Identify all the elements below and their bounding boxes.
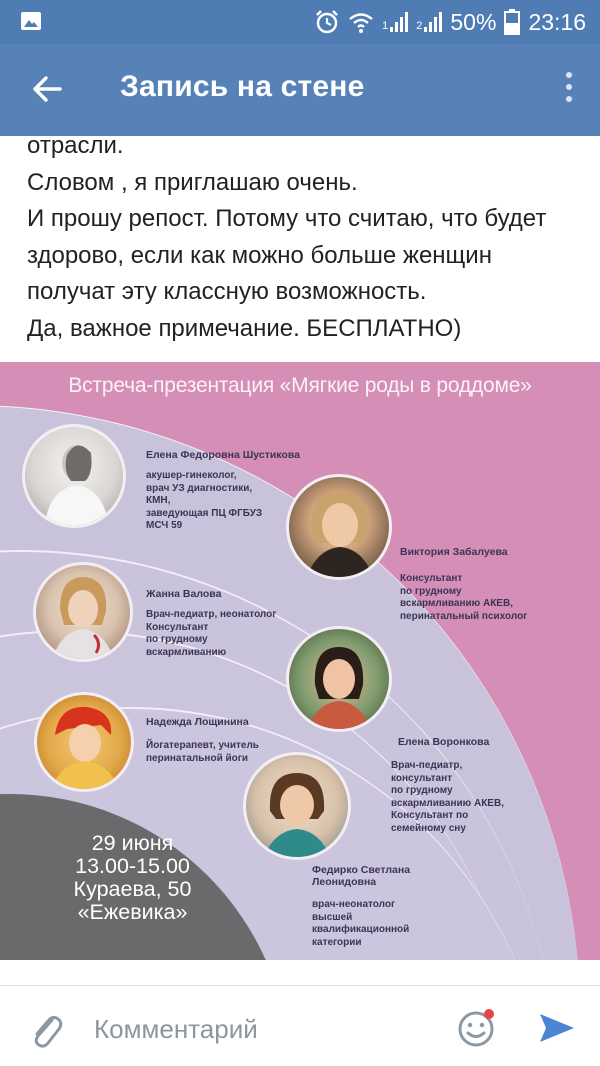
person-icon <box>36 565 130 659</box>
person-icon <box>289 477 389 577</box>
wifi-icon <box>348 10 374 34</box>
speaker-photo <box>33 562 133 662</box>
speaker-name: Надежда Лощинина <box>146 716 249 728</box>
person-icon <box>37 695 131 789</box>
post-line: отрасли. <box>27 132 124 159</box>
post-line: И прошу репост. Потому что считаю, что будет <box>27 205 547 232</box>
status-bar <box>0 0 600 44</box>
smiley-icon[interactable] <box>456 1008 496 1048</box>
person-icon <box>289 629 389 729</box>
battery-percent: 50% <box>450 8 497 35</box>
sim1-label: 1 <box>382 20 389 32</box>
sim2-signal <box>416 12 442 32</box>
speaker-name: Елена Федоровна Шустикова <box>146 449 300 461</box>
signal-bars-icon <box>424 12 442 32</box>
speaker-role: акушер-гинеколог, врач УЗ диагностики, КМН, заведующая ПЦ ФГБУЗ МСЧ 59 <box>146 470 263 531</box>
event-date: 29 июня <box>91 831 174 855</box>
post-line: здорово, если как можно больше женщин <box>27 241 492 269</box>
comment-bar <box>0 985 600 1066</box>
speaker-photo <box>34 692 134 792</box>
battery-icon <box>504 9 520 35</box>
speaker-name: Жанна Валова <box>146 588 222 600</box>
arrow-left-icon[interactable] <box>30 72 64 106</box>
event-time: 13.00-15.00 <box>75 854 190 878</box>
sim2-label: 2 <box>416 20 423 32</box>
speaker-photo <box>286 626 392 732</box>
send-arrow-icon[interactable] <box>536 1008 576 1048</box>
notification-dot <box>484 1009 494 1019</box>
speaker-role: Врач-педиатр, неонатолог Консультант по грудному вскармливанию <box>146 609 277 658</box>
speaker-role: Консультант по грудному вскармливанию АКЕВ, перинатальный психолог <box>400 573 528 622</box>
speaker-role: врач-неонатолог высшей квалификационной категории <box>312 899 410 948</box>
app-bar <box>0 44 600 136</box>
comment-input[interactable] <box>92 1008 436 1050</box>
image-icon <box>20 11 42 31</box>
speaker-name: Елена Воронкова <box>398 736 490 748</box>
post-image-poster[interactable] <box>0 362 600 960</box>
speaker-role: Врач-педиатр, консультант по грудному вскармливанию АКЕВ, Консультант по семейному сну <box>391 760 504 834</box>
speaker-photo <box>22 424 126 528</box>
poster-heading: Встреча-презентация «Мягкие роды в роддоме» <box>68 374 532 397</box>
sim1-signal <box>382 12 408 32</box>
more-vertical-icon[interactable] <box>564 72 574 108</box>
post-line: получат эту классную возможность. <box>27 278 427 305</box>
speaker-photo <box>286 474 392 580</box>
post-line: Да, важное примечание. БЕСПЛАТНО) <box>27 314 462 342</box>
post-line: Словом , я приглашаю очень. <box>27 168 358 196</box>
event-details <box>40 832 225 924</box>
alarm-clock-icon <box>314 9 340 35</box>
person-icon <box>246 755 348 857</box>
speaker-name: Федирко Светлана Леонидовна <box>312 864 411 888</box>
paperclip-icon[interactable] <box>28 1010 64 1050</box>
battery-fill <box>506 23 518 33</box>
page-title: Запись на стене <box>120 70 365 103</box>
post-text <box>27 128 587 347</box>
speaker-role: Йогатерапевт, учитель перинатальной йоги <box>146 740 259 764</box>
event-address: Кураева, 50 <box>73 877 192 901</box>
speaker-name: Виктория Забалуева <box>400 546 508 558</box>
signal-bars-icon <box>390 12 408 32</box>
person-icon <box>25 427 123 525</box>
event-venue: «Ежевика» <box>77 900 188 924</box>
clock-time: 23:16 <box>528 8 586 35</box>
speaker-photo <box>243 752 351 860</box>
